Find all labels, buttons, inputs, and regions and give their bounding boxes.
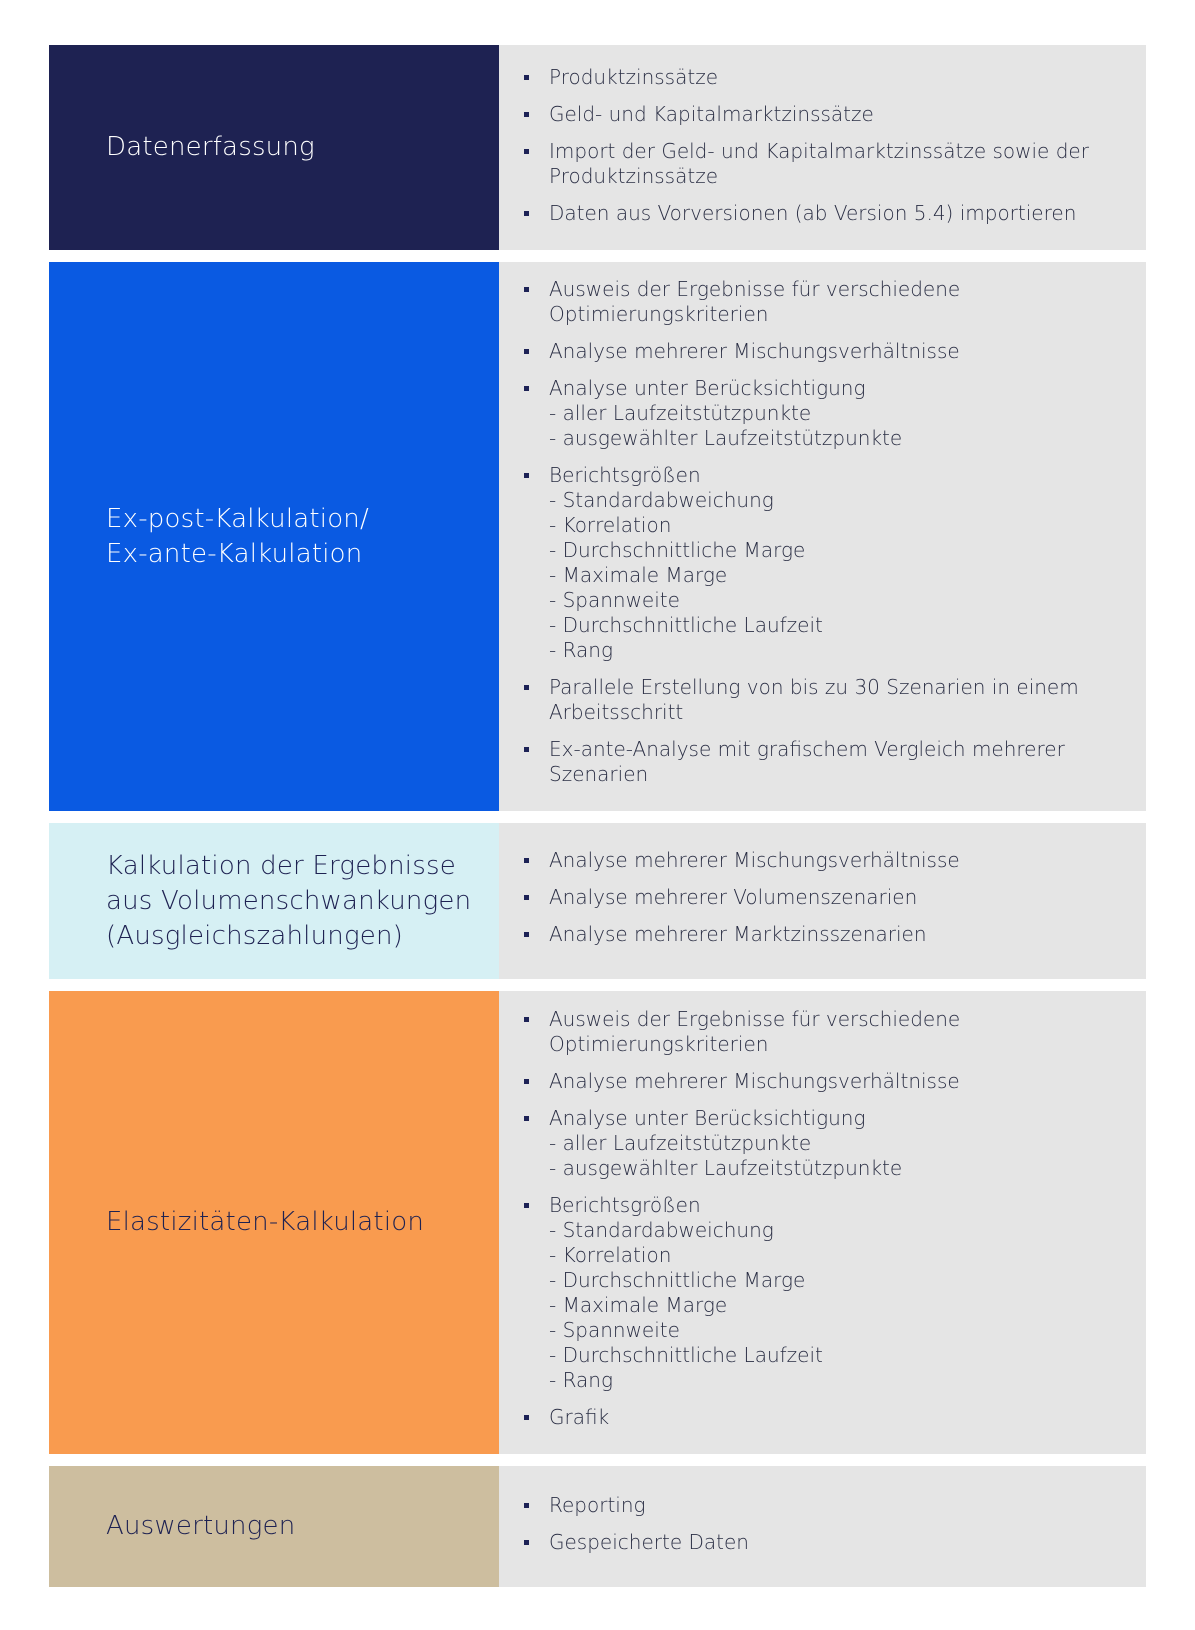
list-item: [522, 885, 1116, 910]
section-auswertungen: [49, 1466, 1146, 1587]
list-item: [522, 463, 1116, 663]
section-label-panel: [49, 45, 499, 250]
list-item: [522, 675, 1116, 725]
list-subitem-text: - ausgewählter Laufzeitstützpunkte: [549, 426, 903, 450]
section-label-panel: [49, 262, 499, 811]
list-item: [522, 1530, 1116, 1555]
list-item-text: Daten aus Vorversionen (ab Version 5.4) importieren: [549, 201, 1077, 225]
list-item: [522, 139, 1116, 189]
list-item-text: Analyse mehrerer Mischungsverhältnisse: [549, 1069, 960, 1093]
feature-list: [522, 277, 1116, 787]
list-item-text: Parallele Erstellung von bis zu 30 Szenarien in einem Arbeitsschritt: [549, 675, 1079, 724]
section-label: [106, 849, 471, 954]
list-subitem-text: - Rang: [549, 1368, 613, 1392]
list-item-text: Gespeicherte Daten: [549, 1530, 749, 1554]
list-item: [522, 376, 1116, 451]
section-label: [106, 502, 369, 572]
list-item: [522, 277, 1116, 327]
list-subitem-text: - ausgewählter Laufzeitstützpunkte: [549, 1156, 903, 1180]
list-subitem-text: - Durchschnittliche Marge: [549, 538, 806, 562]
list-item: [522, 1007, 1116, 1057]
list-subitem-text: - aller Laufzeitstützpunkte: [549, 401, 812, 425]
section-label-panel: [49, 1466, 499, 1587]
list-subitem-text: - Maximale Marge: [549, 1293, 728, 1317]
list-item: [522, 1493, 1116, 1518]
section-label-line: Ex-post-Kalkulation/: [106, 503, 369, 534]
feature-list: [522, 848, 1116, 947]
list-subitem-text: - Durchschnittliche Laufzeit: [549, 1343, 823, 1367]
section-elastizitaeten-kalkulation: [49, 991, 1146, 1454]
section-label-panel: [49, 991, 499, 1454]
list-subitem-text: - Durchschnittliche Laufzeit: [549, 613, 823, 637]
section-datenerfassung: [49, 45, 1146, 250]
list-item-text: Analyse mehrerer Marktzinsszenarien: [549, 922, 927, 946]
feature-list: [522, 1493, 1116, 1555]
list-item: [522, 737, 1116, 787]
section-content-panel: [499, 45, 1146, 250]
section-label-line: Ex-ante-Kalkulation: [106, 538, 363, 569]
list-item: [522, 1106, 1116, 1181]
list-item-text: Analyse unter Berücksichtigung: [549, 1106, 866, 1130]
list-item: [522, 1069, 1116, 1094]
list-item: [522, 201, 1116, 226]
list-item-text: Reporting: [549, 1493, 646, 1517]
list-item-text: Berichtsgrößen: [549, 463, 701, 487]
list-subitem-text: - Spannweite: [549, 588, 680, 612]
feature-list: [522, 65, 1116, 226]
list-item: [522, 922, 1116, 947]
list-subitem-text: - Durchschnittliche Marge: [549, 1268, 806, 1292]
list-item-text: Analyse mehrerer Volumenszenarien: [549, 885, 918, 909]
section-label-line: (Ausgleichszahlungen): [106, 920, 403, 951]
list-subitem-text: - Spannweite: [549, 1318, 680, 1342]
section-ex-post-ex-ante-kalkulation: [49, 262, 1146, 811]
list-item-text: Ausweis der Ergebnisse für verschiedene Optimierungskriterien: [549, 1007, 961, 1056]
section-content-panel: [499, 823, 1146, 979]
list-item-text: Geld- und Kapitalmarktzinssätze: [549, 102, 874, 126]
list-item: [522, 1193, 1116, 1393]
list-item-text: Produktzinssätze: [549, 65, 718, 89]
list-item: [522, 65, 1116, 90]
list-subitem-text: - Korrelation: [549, 513, 672, 537]
list-item: [522, 102, 1116, 127]
list-subitem-text: - Standardabweichung: [549, 1218, 774, 1242]
section-volumenschwankungen: [49, 823, 1146, 979]
section-content-panel: [499, 991, 1146, 1454]
list-subitem-text: - Rang: [549, 638, 613, 662]
section-label-line: Auswertungen: [106, 1511, 296, 1541]
list-item: [522, 1405, 1116, 1430]
list-item: [522, 848, 1116, 873]
list-item-text: Analyse unter Berücksichtigung: [549, 376, 866, 400]
section-content-panel: [499, 262, 1146, 811]
section-content-panel: [499, 1466, 1146, 1587]
section-label-panel: [49, 823, 499, 979]
list-item-text: Ausweis der Ergebnisse für verschiedene Optimierungskriterien: [549, 277, 961, 326]
list-subitem-text: - Maximale Marge: [549, 563, 728, 587]
feature-list: [522, 1007, 1116, 1430]
list-item-text: Import der Geld- und Kapitalmarktzinssätze sowie der Produktzinssätze: [549, 139, 1089, 188]
list-item-text: Analyse mehrerer Mischungsverhältnisse: [549, 339, 960, 363]
section-label-line: aus Volumenschwankungen: [106, 885, 472, 916]
list-subitem-text: - Standardabweichung: [549, 488, 774, 512]
list-item-text: Berichtsgrößen: [549, 1193, 701, 1217]
list-item-text: Analyse mehrerer Mischungsverhältnisse: [549, 848, 960, 872]
section-label: [106, 130, 315, 165]
list-subitem-text: - aller Laufzeitstützpunkte: [549, 1131, 812, 1155]
section-label-line: Datenerfassung: [106, 132, 315, 162]
list-item-text: Grafik: [549, 1405, 610, 1429]
section-label-line: Elastizitäten-Kalkulation: [106, 1207, 425, 1237]
list-item-text: Ex-ante-Analyse mit grafischem Vergleich mehrerer Szenarien: [549, 737, 1065, 786]
section-label: [106, 1509, 295, 1544]
list-item: [522, 339, 1116, 364]
section-label-line: Kalkulation der Ergebnisse: [106, 850, 456, 881]
section-label: [106, 1205, 424, 1240]
list-subitem-text: - Korrelation: [549, 1243, 672, 1267]
